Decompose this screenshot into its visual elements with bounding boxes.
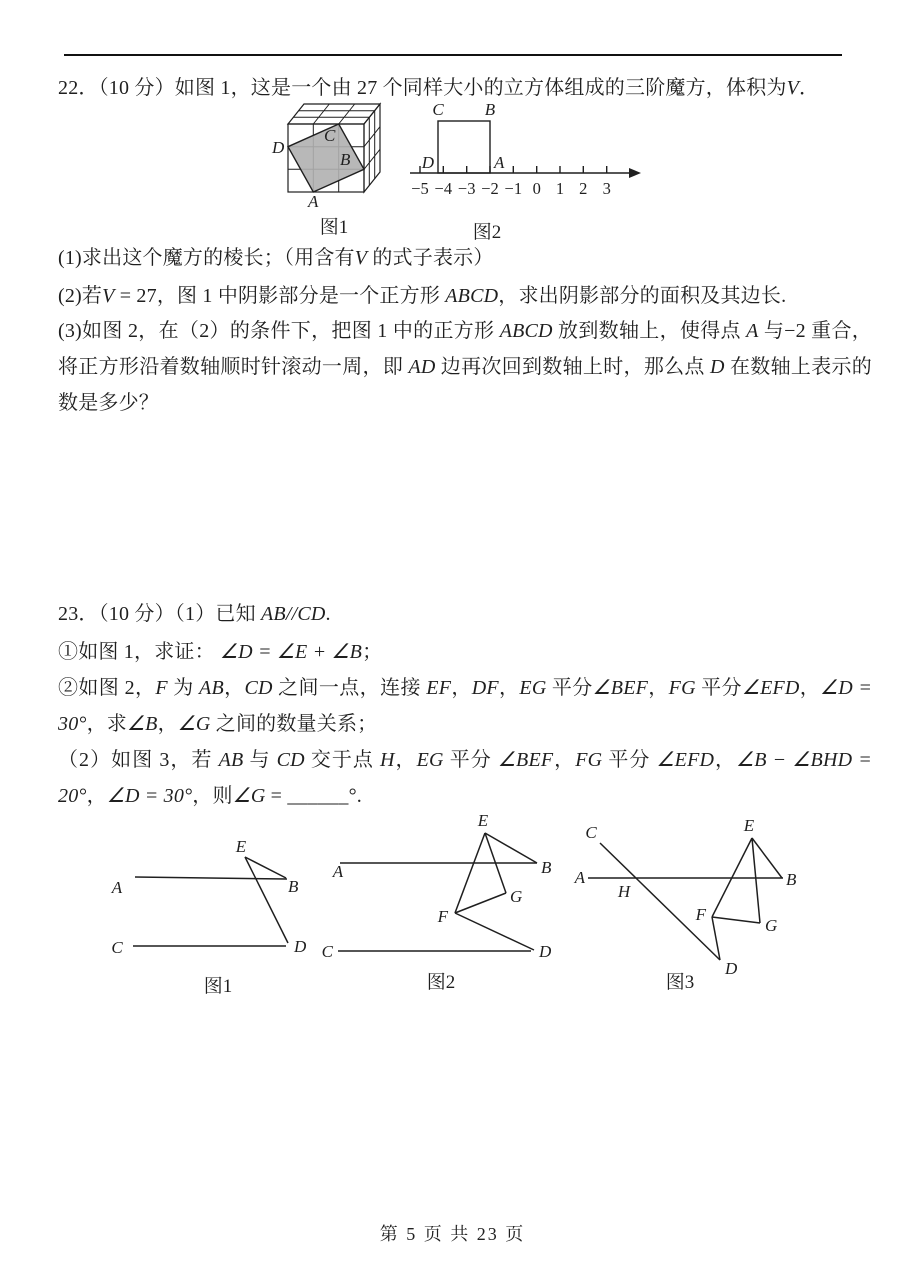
svg-text:1: 1 <box>555 179 565 198</box>
nl-label-a: A <box>494 153 505 172</box>
svg-text:−2: −2 <box>481 179 499 198</box>
fig1-label-e: E <box>235 837 247 856</box>
svg-text:−1: −1 <box>504 179 523 198</box>
svg-text:0: 0 <box>532 179 541 198</box>
fig2-lines <box>338 833 537 951</box>
nl-label-c: C <box>432 100 444 119</box>
q23-figure3 <box>558 798 863 1003</box>
fig2-label-b: B <box>541 858 552 877</box>
axis-tick-labels <box>411 179 611 198</box>
svg-text:−3: −3 <box>457 179 476 198</box>
fig3-label-b: B <box>786 870 797 889</box>
fig2-label-d: D <box>539 942 552 961</box>
q23-sub1: ①如图 1，求证： ∠D = ∠E + ∠B； <box>58 641 383 663</box>
fig3-label-a: A <box>574 868 585 887</box>
axis-ticks <box>420 166 607 173</box>
figure2-caption: 图2 <box>472 222 502 243</box>
nl-label-d: D <box>421 153 434 172</box>
q23-figure2 <box>315 805 560 1000</box>
fig1-label-c: C <box>111 938 123 957</box>
svg-text:−4: −4 <box>434 179 453 198</box>
fig1-lines <box>133 857 288 946</box>
numberline-axis <box>410 166 631 173</box>
segment-fg <box>455 893 506 913</box>
fig3-label-g: G <box>765 916 778 935</box>
fig2-label-a: A <box>332 862 344 881</box>
figure3-caption-bottom: 图3 <box>665 972 695 993</box>
svg-text:−5: −5 <box>411 179 429 198</box>
nl-label-b: B <box>484 100 496 119</box>
fig2-label-g: G <box>510 887 523 906</box>
segment-fd <box>455 913 534 950</box>
page-footer: 第 5 页 共 23 页 <box>379 1224 526 1244</box>
q22-figure1-cube <box>270 96 420 241</box>
svg-text:2: 2 <box>579 179 588 198</box>
q22-figure2-numberline <box>405 100 650 245</box>
q22-part1: (1)求出这个魔方的棱长；（用含有V 的式子表示） <box>58 247 494 269</box>
q22-part2: (2)若V = 27，图 1 中阴影部分是一个正方形 ABCD，求出阴影部分的面积及其边长. <box>58 285 787 307</box>
segment-eb <box>752 838 782 878</box>
fig3-label-c: C <box>585 823 597 842</box>
segment-eb <box>245 857 286 878</box>
segment-ed <box>245 857 288 943</box>
svg-text:3: 3 <box>602 179 611 198</box>
fig2-label-f: F <box>437 907 448 926</box>
fig1-label-a: A <box>111 878 123 897</box>
segment-fg <box>712 917 760 923</box>
q23-sub2: ②如图 2，F 为 AB，CD 之间一点，连接 EF，DF，EG 平分∠BEF，FG 平分∠EFD，∠D = 30°，求∠B，∠G 之间的数量关系； <box>58 677 873 735</box>
segment-ef <box>455 833 485 913</box>
figure1-caption-bottom: 图1 <box>203 976 233 997</box>
q23-stem: 23．（10 分）（1）已知 AB//CD. <box>58 603 331 625</box>
cube-label-c: C <box>324 126 336 145</box>
line-ab <box>135 877 287 879</box>
fig3-label-d: D <box>725 959 738 978</box>
q22-stem: 22．（10 分）如图 1，这是一个由 27 个同样大小的立方体组成的三阶魔方，体积为V． <box>58 77 820 99</box>
rolling-square <box>438 121 490 173</box>
fig2-label-c: C <box>321 942 333 961</box>
figure1-caption: 图1 <box>319 217 349 238</box>
cube-label-a: A <box>308 192 319 211</box>
q23-figure1 <box>60 812 340 997</box>
figure2-caption-bottom: 图2 <box>426 972 456 993</box>
fig2-label-e: E <box>477 811 489 830</box>
fig1-label-b: B <box>288 877 299 896</box>
fig3-label-e: E <box>743 816 755 835</box>
q23-part2: （2）如图 3，若 AB 与 CD 交于点 H，EG 平分 ∠BEF，FG 平分 ∠EFD，∠B − ∠BHD = 20°，∠D = 30°，则∠G = ______°. <box>58 749 873 807</box>
cube-label-b: B <box>340 150 351 169</box>
line-cd <box>600 843 720 960</box>
segment-eb <box>485 833 537 863</box>
q22-part3: (3)如图 2，在（2）的条件下，把图 1 中的正方形 ABCD 放到数轴上，使得点 A 与−2 重合，将正方形沿着数轴顺时针滚动一周，即 AD 边再次回到数轴上时，那么点 D 在数轴上表示的数是多少？ <box>58 320 872 414</box>
fig3-label-h: H <box>617 882 631 901</box>
fig3-label-f: F <box>695 905 706 924</box>
segment-eg <box>752 838 760 923</box>
fig1-label-d: D <box>294 937 307 956</box>
cube-label-d: D <box>272 138 285 157</box>
page-top-border <box>64 54 842 56</box>
axis-arrow-icon <box>629 168 641 178</box>
